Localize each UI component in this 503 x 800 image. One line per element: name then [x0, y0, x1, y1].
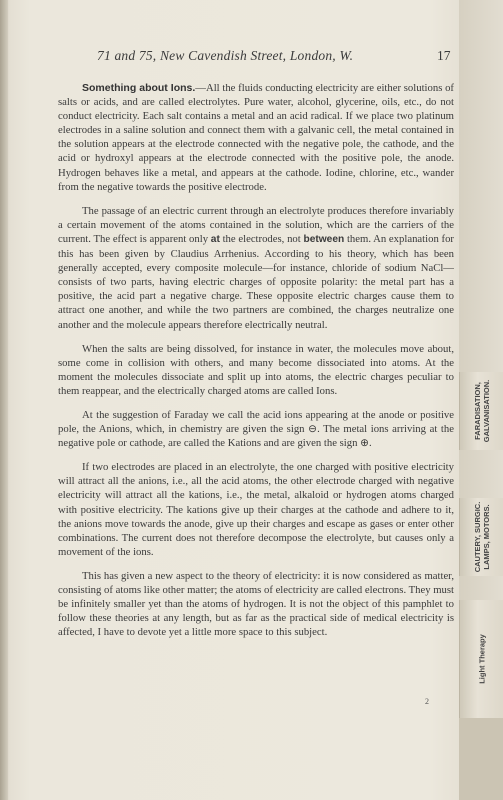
index-tab-cautery[interactable]: [459, 498, 503, 576]
tab-label: Light Therapy: [477, 634, 487, 684]
tab-label: CAUTERY, SURGIC. LAMPS, MOTORS.: [473, 501, 491, 573]
page-spine-shadow: [0, 0, 8, 800]
tab-label: FARADISATION, GALVANISATION.: [473, 379, 491, 443]
index-tab-light-therapy[interactable]: [459, 600, 503, 718]
paragraph-electrodes: If two electrodes are placed in an electrolyte, the one charged with positive electricity will attract all the anions, i.e., all the acid atoms, the other electrode charged with negative electricity will attract all the kations, i.e., the metal, alkaloid or hydrogen atoms charged with positive electricity. The kations give up their charges at the cathode and adhere to it, the anions move towards the anode, give up their charges and escape as gases or enter other combinations. The current does not therefore decompose the electrolyte, but causes only a movement of the ions.: [58, 461, 454, 558]
section-lead-heading: Something about Ions.: [82, 82, 196, 94]
page-body: [58, 81, 454, 649]
index-tab-faradisation[interactable]: [459, 372, 503, 450]
paragraph-dissolving: When the salts are being dissolved, for instance in water, the molecules move about, some come in collision with others, and many become dissociated into atoms. At the moment the molecules dissociate and split up into atoms, the electric charges peculiar to them reappear, and the electrically charged atoms are called Ions.: [58, 342, 454, 397]
signature-mark: 2: [425, 697, 429, 706]
paragraph-text: The passage of an electric current through an electrolyte produces therefore invariably a certain movement of the atoms contained in the solution, which are the carriers of the current. The effect is apparent only: [58, 204, 454, 245]
paragraph-text: —All the fluids conducting electricity are either solutions of salts or acids, and are called electrolytes. Pure water, alcohol, glycerine, oils, etc., do not conduct electricity. Each salt contains a metal and an acid radical. If we place two platinum electrodes in a saline solution and connect them with a galvanic cell, the metal contained in the solution appears at the electrode connected with the negative pole, the cathode, and the acid or hydroxyl appears at the electrode connected with the positive pole, the anode. Hydrogen behaves like a metal, and appears at the cathode. Iodine, chlorine, etc., wander from the negative towards the positive electrode.: [58, 82, 454, 193]
emphasis-at: at: [210, 233, 220, 245]
paragraph-ions-intro: [58, 81, 454, 194]
paragraph-text: them. An explanation for this has been given by Claudius Arrhenius. According to his theory, which has been generally accepted, every composite molecule—for instance, chloride of sodium NaCl—consists of two parts, having electric charges of opposite polarity: the metal part has a positive, the acid part a negative charge. These opposite electric charges cause them to attract one another, and while the two partners are combined, the charges neutralize one another and the molecule appears therefore electrically neutral.: [58, 232, 454, 331]
emphasis-between: between: [303, 233, 345, 245]
paragraph-electrons: This has given a new aspect to the theory of electricity: it is now considered as matter, consisting of atoms like other matter; the atoms of electricity are called electrons. They must be infinitely smaller yet than the atoms of hydrogen. It is not the object of this pamphlet to follow these theories at any length, but as far as the practical side of medical electricity is affected, I have to devote yet a little more space to this subject.: [58, 569, 455, 639]
running-title: 71 and 75, New Cavendish Street, London, W.: [97, 48, 354, 63]
page-edge-shadow: [459, 718, 503, 800]
paragraph-electrolyte-passage: [58, 204, 454, 332]
page-number: 17: [437, 48, 451, 63]
paragraph-faraday: At the suggestion of Faraday we call the acid ions appearing at the anode or positive pole, the Anions, which, in chemistry are given the sign ⊖. The metal ions arriving at the negative pole or cathode, are called the Kations and are given the sign ⊕.: [58, 408, 454, 450]
paragraph-text: the electrodes, not: [219, 232, 304, 245]
